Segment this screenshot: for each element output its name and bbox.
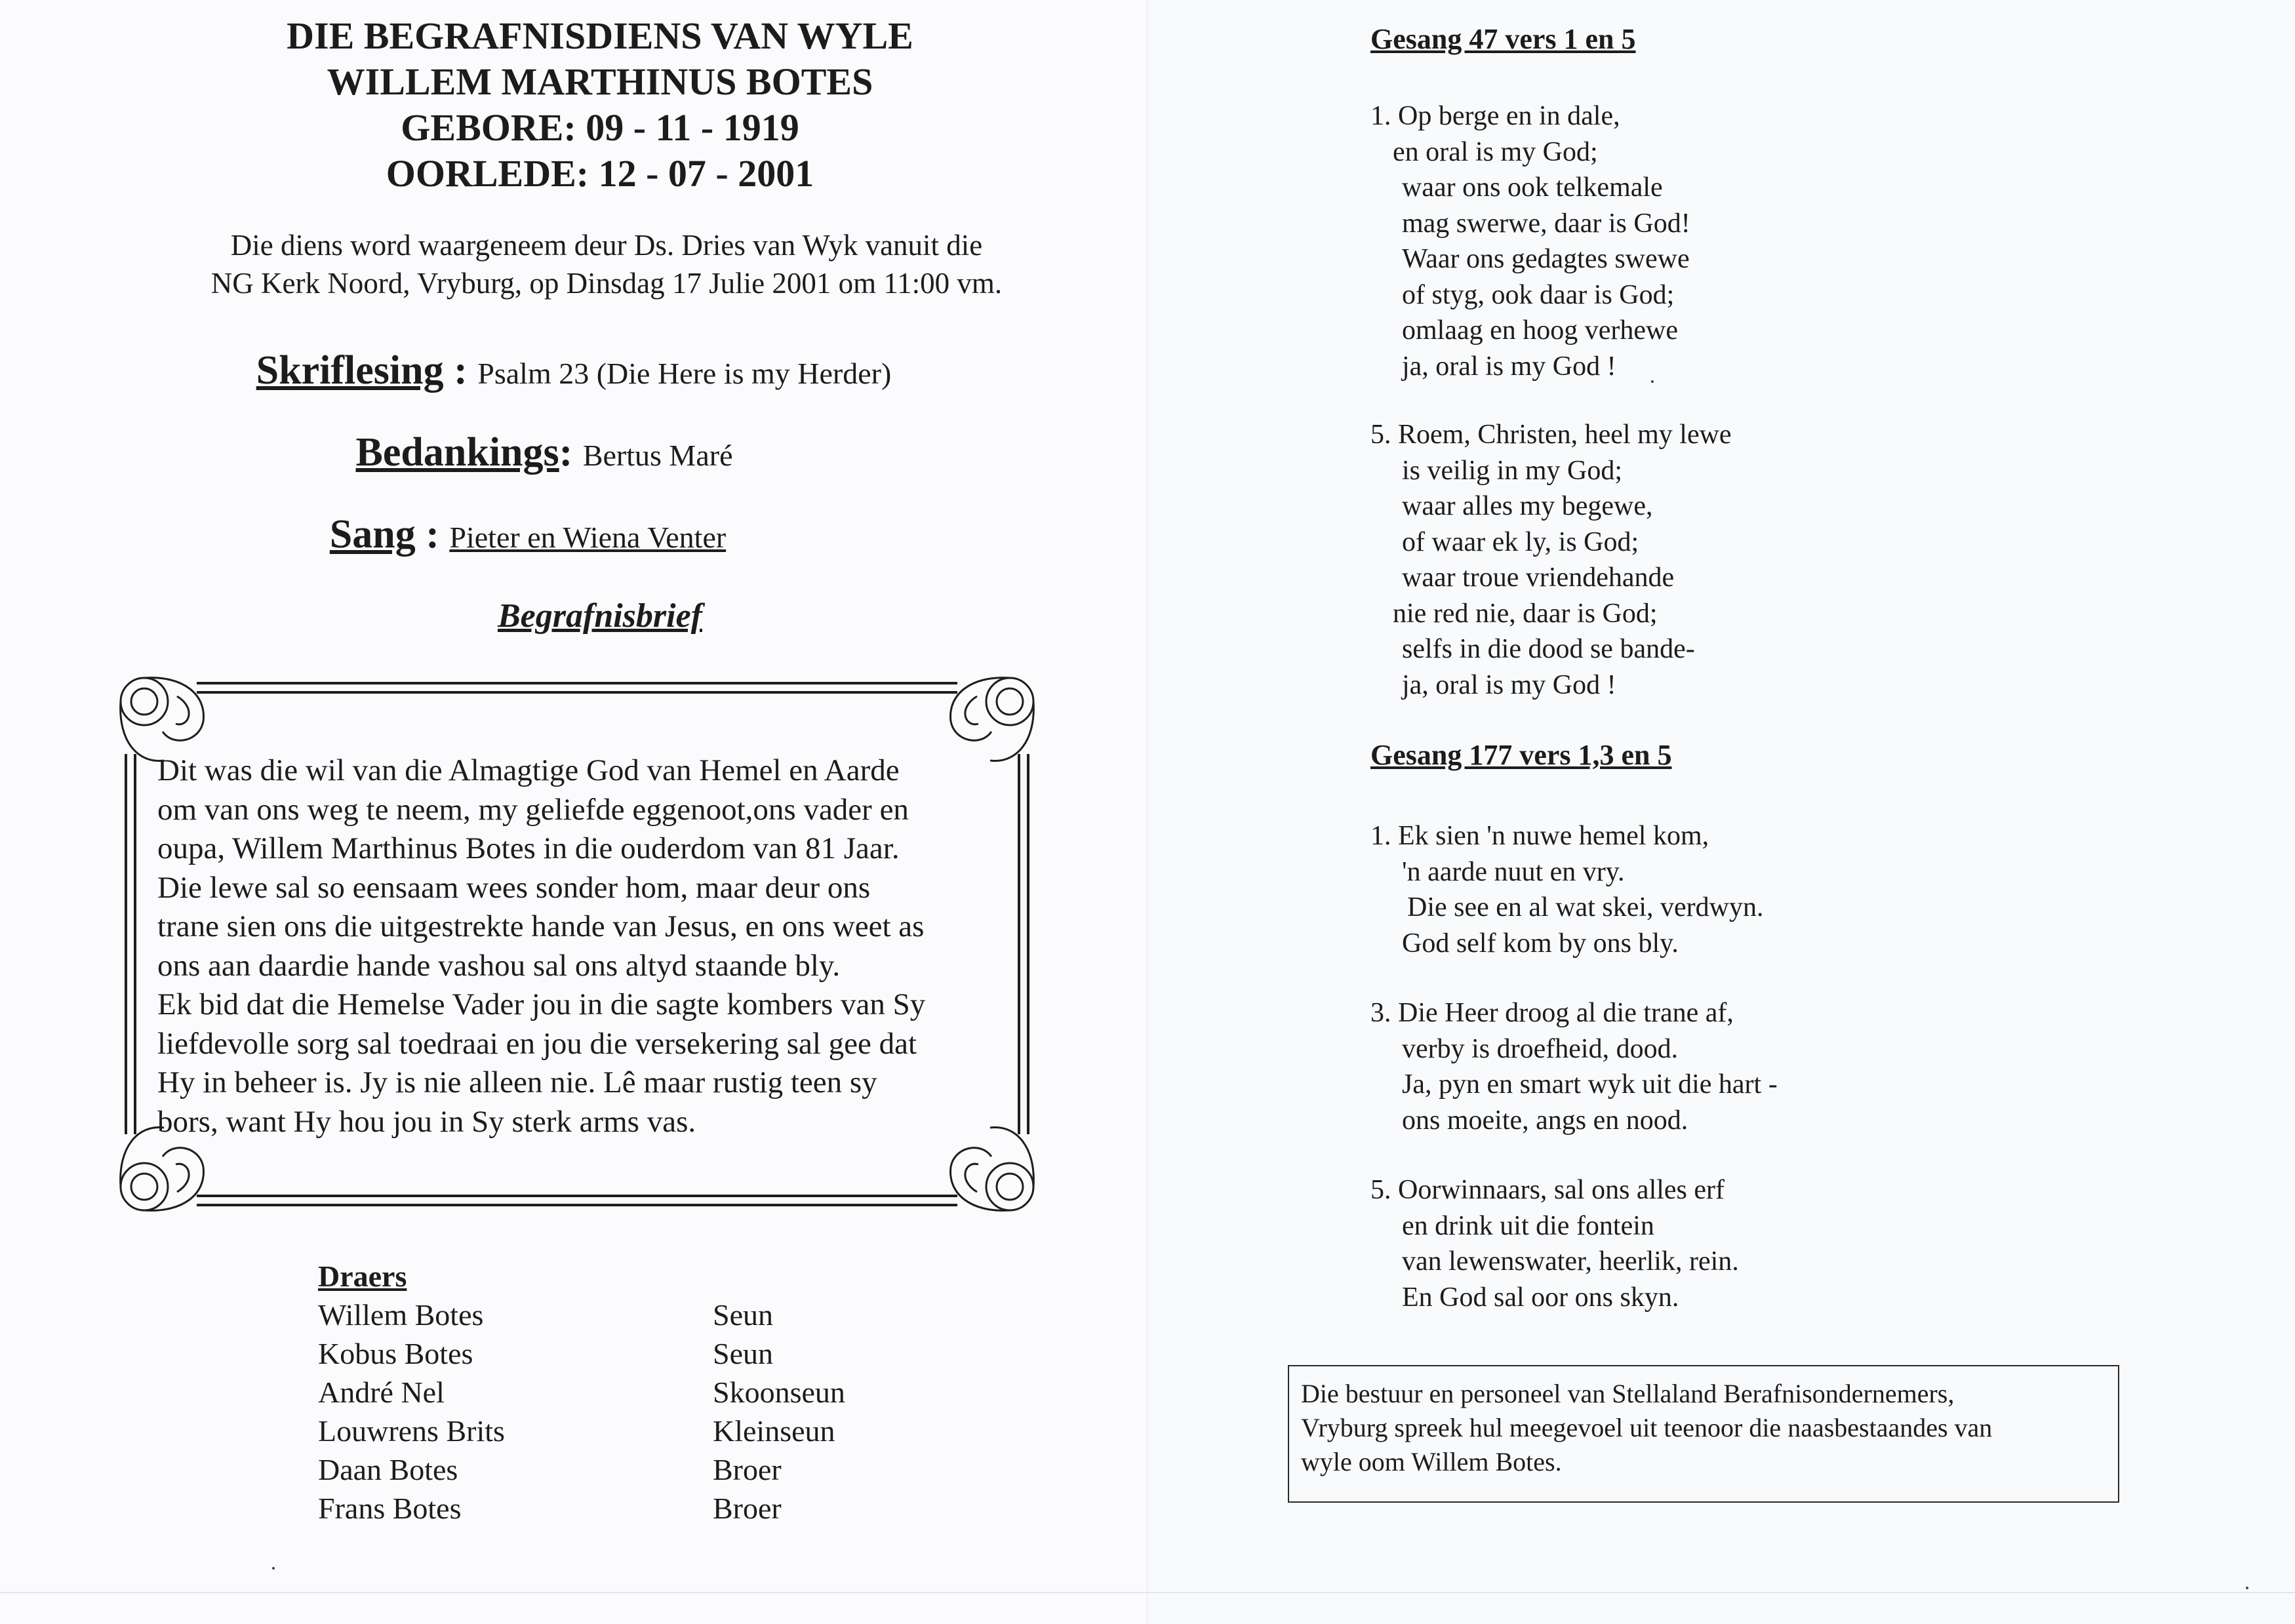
hymn-2-title: Gesang 177 vers 1,3 en 5 <box>1370 739 1672 771</box>
verse-line: en drink uit die fontein <box>1402 1210 1654 1241</box>
draers-list <box>318 1296 974 1528</box>
draers-row <box>318 1373 974 1412</box>
letter-line: Hy in beheer is. Jy is nie alleen nie. Lê maar rustig teen sy <box>157 1065 877 1099</box>
verse-line: ons moeite, angs en nood. <box>1402 1105 1688 1136</box>
letter-line: bors, want Hy hou jou in Sy sterk arms vas. <box>157 1104 696 1139</box>
header-line: OORLEDE: 12 - 07 - 2001 <box>386 152 814 195</box>
bedankings-value: Bertus Maré <box>582 439 733 472</box>
paper-bottom-edge <box>0 1592 2295 1593</box>
hymn-2-verse-3 <box>1370 995 1778 1138</box>
hymn-1-title: Gesang 47 vers 1 en 5 <box>1370 23 1636 55</box>
verse-line: selfs in die dood se bande- <box>1402 634 1695 664</box>
verse-line: ja, oral is my God ! <box>1402 669 1616 700</box>
letter-line: trane sien ons die uitgestrekte hande van Jesus, en ons weet as <box>157 909 925 943</box>
verse-line: waar troue vriendehande <box>1402 563 1675 593</box>
notice-line: Die bestuur en personeel van Stellaland Berafnisondernemers, <box>1301 1379 1955 1408</box>
header <box>164 13 1036 197</box>
draer-role: Seun <box>713 1298 773 1332</box>
letter-line: Die lewe sal so eensaam wees sonder hom, maar deur ons <box>157 870 871 905</box>
flourish-top-right <box>951 678 1034 761</box>
sang-label: Sang <box>329 512 416 557</box>
draer-role: Broer <box>713 1492 782 1525</box>
skriflesing-colon: : <box>443 348 478 393</box>
verse-line: 5. Oorwinnaars, sal ons alles erf <box>1370 1175 1725 1205</box>
draers-row <box>318 1296 974 1334</box>
hymn-2-verse-5 <box>1370 1172 1739 1315</box>
verse-line: waar alles my begewe, <box>1402 491 1653 521</box>
draers-title: Draers <box>318 1259 407 1293</box>
letter-line: liefdevolle sorg sal toedraai en jou die versekering sal gee dat <box>157 1026 917 1061</box>
verse-line: En God sal oor ons skyn. <box>1402 1282 1679 1313</box>
verse-line: 1. Ek sien 'n nuwe hemel kom, <box>1370 821 1709 851</box>
letter-line: ons aan daardie hande vashou sal ons altyd staande bly. <box>157 948 841 983</box>
skriflesing-item <box>0 347 1148 394</box>
skriflesing-label: Skriflesing <box>256 348 444 393</box>
header-line: GEBORE: 09 - 11 - 1919 <box>401 106 799 149</box>
draer-name: Daan Botes <box>318 1453 458 1486</box>
draer-role: Seun <box>713 1337 773 1370</box>
paper-speck <box>1651 380 1654 383</box>
bedankings-colon: : <box>559 430 583 475</box>
verse-line: omlaag en hoog verhewe <box>1402 315 1679 346</box>
sang-colon: : <box>415 512 450 557</box>
verse-line: ja, oral is my God ! <box>1402 351 1616 382</box>
letter-line: Dit was die wil van die Almagtige God van Hemel en Aarde <box>157 753 900 787</box>
verse-line: mag swerwe, daar is God! <box>1402 208 1690 239</box>
letter-line: om van ons weg te neem, my geliefde eggenoot,ons vader en <box>157 792 909 827</box>
verse-line: waar ons ook telkemale <box>1402 172 1663 203</box>
draers-row <box>318 1334 974 1373</box>
verse-line: of styg, ook daar is God; <box>1402 279 1675 310</box>
verse-line: 3. Die Heer droog al die trane af, <box>1370 998 1734 1028</box>
verse-line: 1. Op berge en in dale, <box>1370 101 1620 131</box>
intro-line: NG Kerk Noord, Vryburg, op Dinsdag 17 Julie 2001 om 11:00 vm. <box>210 267 1003 300</box>
hymn-2-verse-1 <box>1370 818 1764 961</box>
paper-speck <box>2246 1587 2248 1589</box>
begrafnisbrief-title: Begrafnisbrief <box>498 597 702 635</box>
draer-name: Kobus Botes <box>318 1337 473 1370</box>
verse-line: Ja, pyn en smart wyk uit die hart - <box>1402 1069 1778 1099</box>
funeral-letter <box>157 751 1010 1141</box>
verse-line: nie red nie, daar is God; <box>1393 598 1658 629</box>
service-intro <box>131 226 1082 302</box>
verse-line: Waar ons gedagtes swewe <box>1402 244 1690 274</box>
verse-line: 5. Roem, Christen, heel my lewe <box>1370 420 1732 450</box>
letter-line: Ek bid dat die Hemelse Vader jou in die sagte kombers van Sy <box>157 987 926 1021</box>
notice-line: wyle oom Willem Botes. <box>1301 1447 1562 1476</box>
bedankings-item <box>0 429 1118 476</box>
intro-line: Die diens word waargeneem deur Ds. Dries van Wyk vanuit die <box>230 229 983 262</box>
bedankings-label: Bedankings <box>355 430 559 475</box>
draer-name: André Nel <box>318 1376 445 1409</box>
sang-item <box>0 511 1102 558</box>
letter-line: oupa, Willem Marthinus Botes in die ouderdom van 81 Jaar. <box>157 831 900 865</box>
notice-line: Vryburg spreek hul meegevoel uit teenoor die naasbestaandes van <box>1301 1413 1993 1442</box>
verse-line: 'n aarde nuut en vry. <box>1402 856 1625 887</box>
draers-row <box>318 1489 974 1528</box>
draers-row <box>318 1450 974 1489</box>
hymn-1-verse-1 <box>1370 98 1690 384</box>
draer-role: Kleinseun <box>713 1414 835 1448</box>
verse-line: van lewenswater, heerlik, rein. <box>1402 1246 1739 1277</box>
draer-role: Skoonseun <box>713 1376 845 1409</box>
draer-role: Broer <box>713 1453 782 1486</box>
draer-name: Louwrens Brits <box>318 1414 505 1448</box>
header-line: DIE BEGRAFNISDIENS VAN WYLE <box>287 14 913 57</box>
condolence-notice <box>1288 1365 2119 1503</box>
draers-row <box>318 1412 974 1450</box>
verse-line: is veilig in my God; <box>1402 455 1622 486</box>
skriflesing-value: Psalm 23 (Die Here is my Herder) <box>477 357 892 390</box>
flourish-top-left <box>121 678 204 761</box>
paper-speck <box>272 1567 275 1570</box>
draer-name: Willem Botes <box>318 1298 484 1332</box>
verse-line: God self kom by ons bly. <box>1402 928 1679 959</box>
verse-line: en oral is my God; <box>1393 136 1598 167</box>
verse-line: verby is droefheid, dood. <box>1402 1033 1679 1064</box>
draer-name: Frans Botes <box>318 1492 462 1525</box>
hymn-1-verse-5 <box>1370 417 1732 703</box>
verse-line: of waar ek ly, is God; <box>1402 526 1639 557</box>
sang-value: Pieter en Wiena Venter <box>449 521 727 554</box>
header-line: WILLEM MARTHINUS BOTES <box>327 60 873 103</box>
verse-line: Die see en al wat skei, verdwyn. <box>1407 892 1764 922</box>
